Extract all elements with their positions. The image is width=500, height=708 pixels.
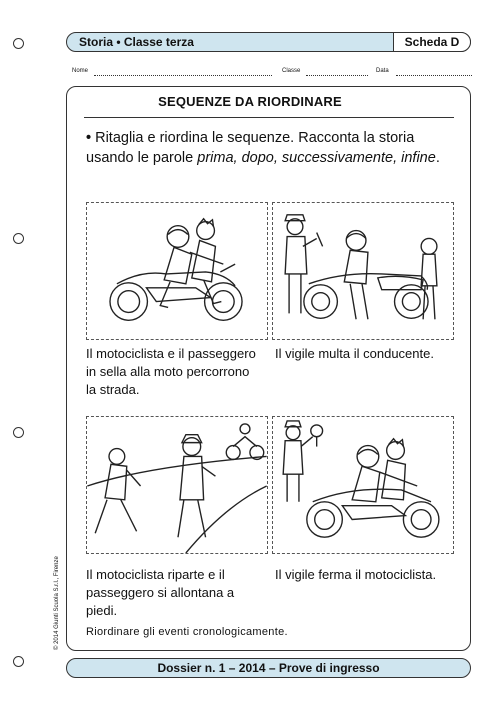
class-line <box>306 75 368 76</box>
caption-departure: Il motociclista riparte e il passeggero si allontana a piedi. <box>86 567 235 618</box>
header-bar <box>66 32 471 52</box>
title-divider <box>84 117 454 118</box>
instruction-words: prima, dopo, successivamente, infine <box>197 150 436 166</box>
worksheet-title: SEQUENZE DA RIORDINARE <box>158 94 342 109</box>
panel-stop[interactable] <box>272 416 454 554</box>
fine-illustration <box>273 203 453 339</box>
caption-stop: Il vigile ferma il motociclista. <box>275 567 437 582</box>
date-line <box>396 75 472 76</box>
footer-bar: Dossier n. 1 – 2014 – Prove di ingresso <box>66 658 471 678</box>
panel-fine[interactable] <box>272 202 454 340</box>
instruction-end: . <box>435 150 440 166</box>
date-label: Data <box>376 68 389 74</box>
binder-hole-top <box>13 38 24 49</box>
instruction-text <box>86 128 458 168</box>
instruction-bullet: • <box>86 130 92 146</box>
stop-illustration <box>273 417 453 553</box>
riding-illustration <box>87 203 267 339</box>
binder-hole-upper <box>13 233 24 244</box>
name-line <box>94 75 272 76</box>
binder-hole-bottom <box>13 656 24 667</box>
instruction-note: Riordinare gli eventi cronologicamente. <box>86 626 288 638</box>
binder-hole-lower <box>13 427 24 438</box>
caption-fine: Il vigile multa il conducente. <box>275 346 434 361</box>
sheet-label: Scheda D <box>393 32 471 52</box>
name-label: Nome <box>72 68 89 74</box>
panel-departure[interactable] <box>86 416 268 554</box>
copyright-notice: © 2014 Giunti Scuola S.r.l., Firenze <box>54 556 60 650</box>
panel-riding[interactable] <box>86 202 268 340</box>
class-label: Classe <box>282 68 301 74</box>
student-fields <box>72 68 472 78</box>
caption-riding: Il motociclista e il passeggero in sella alla moto percorrono la strada. <box>86 346 256 397</box>
header-subject: Storia • Classe terza <box>79 35 194 49</box>
instruction-start: Ritaglia e riordina le sequenze. Racconta la storia usando le parole <box>86 130 415 166</box>
departure-illustration <box>87 417 267 553</box>
